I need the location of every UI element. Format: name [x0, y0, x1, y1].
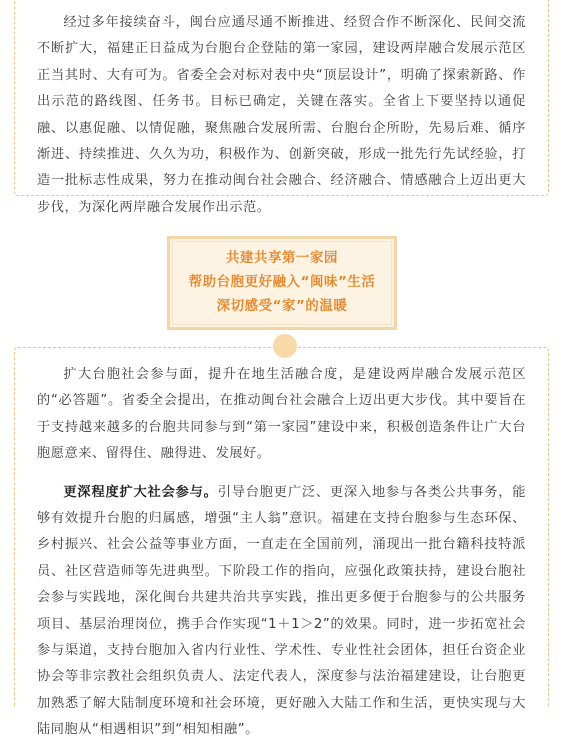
- section-2-body-paragraph: [37, 480, 526, 744]
- heading-line-2: 帮助台胞更好融入“闽味”生活: [188, 275, 376, 290]
- section-heading-box: [167, 236, 397, 330]
- heading-line-1: 共建共享第一家园: [226, 251, 338, 266]
- section-1-paragraph: 经过多年接续奋斗，闽台应通尽通不断推进、经贸合作不断深化、民间交流不断扩大，福建正日益成为台胞台企登陆的第一家园，建设两岸融合发展示范区正当其时、大有可为。省委全会对标对表中央“顶层设计”，明确了探索新路、作出示范的路线图、任务书。目标已确定，关键在落实。全省上下要坚持以通促融、以惠促融、以情促融，聚焦融合发展所需、台胞台企所盼，先易后难、循序渐进、持续推进、久久为功，积极作为、创新突破，形成一批先行先试经验，打造一批标志性成果，努力在推动闽台社会融合、经济融合、情感融合上迈出更大步伐，为深化两岸融合发展作出示范。: [37, 15, 526, 215]
- paragraph-body-text: 引导台胞更广泛、更深入地参与各类公共事务，能够有效提升台胞的归属感，增强“主人翁”意识。福建在支持台胞参与生态环保、乡村振兴、社会公益等事业方面，一直走在全国前列，涌现出一批台籍科技特派员、社区营造师等先进典型。下阶段工作的指向，应强化政策扶持，建设台胞社会参与实践地，深化闽台共建共治共享实践，推出更多便于台胞参与的公共服务项目、基层治理岗位，携手合作实现“1＋1＞2”的效果。同时，进一步拓宽社会参与渠道，支持台胞加入省内行业性、学术性、专业性社会团体，担任台资企业协会等非宗教社会组织负责人、法定代表人，深度参与法治福建建设，让台胞更加熟悉了解大陆制度环境和社会环境，更好融入大陆工作和生活，更快实现与大陆同胞从“相遇相识”到“相知相融”。: [37, 484, 526, 738]
- article-section-2: [14, 347, 549, 738]
- decorative-dot-icon: [273, 334, 297, 358]
- heading-line-3: 深切感受“家”的温暖: [216, 299, 348, 314]
- paragraph-lead-text: 更深程度扩大社会参与。: [63, 484, 218, 500]
- article-section-1: [14, 0, 549, 215]
- section-2-intro-paragraph: 扩大台胞社会参与面，提升在地生活融合度，是建设两岸融合发展示范区的“必答题”。省委全会提出，在推动闽台社会融合上迈出更大步伐。其中要旨在于支持越来越多的台胞共同参与到“第一家园”建设中来，积极创造条件让广大台胞愿意来、留得住、融得进、发展好。: [37, 367, 526, 462]
